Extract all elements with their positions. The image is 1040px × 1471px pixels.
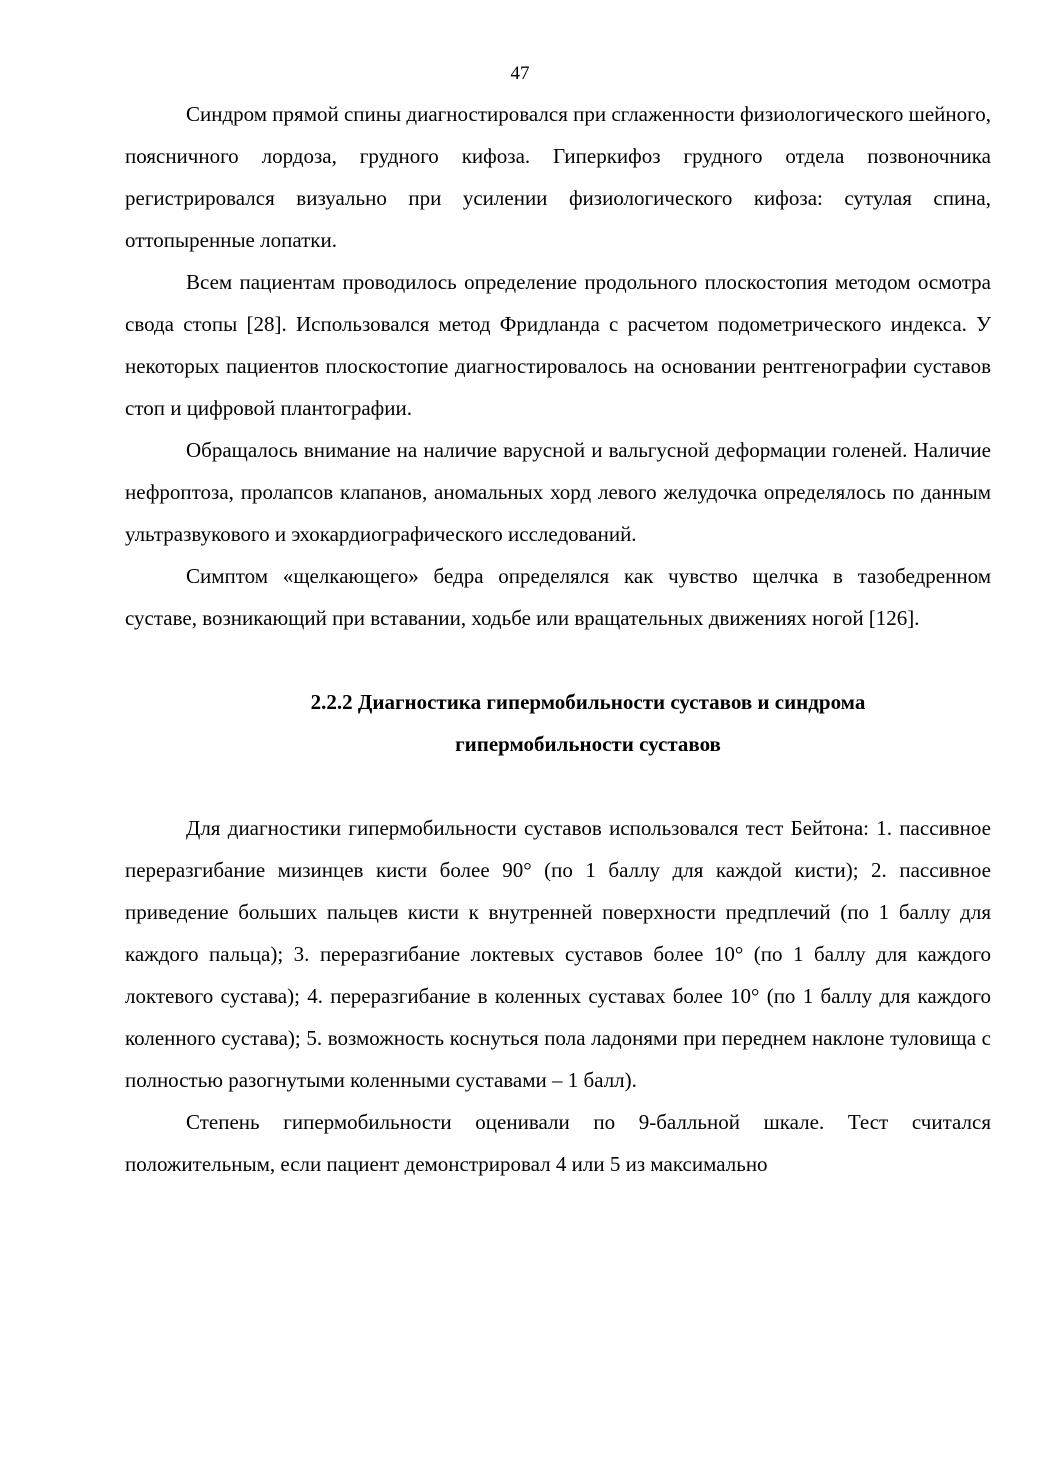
section-heading-line-2: гипермобильности суставов [455,732,721,756]
paragraph-snapping-hip: Симптом «щелкающего» бедра определялся как чувство щелчка в тазобедренном суставе, возникающий при вставании, ходьбе или вращательных движениях ногой [126]. [125,564,991,630]
paragraph-hypermobility-degree: Степень гипермобильности оценивали по 9-балльной шкале. Тест считался положительным, если пациент демонстрировал 4 или 5 из максимально [125,1110,991,1176]
section-heading-line-1: 2.2.2 Диагностика гипермобильности суставов и синдрома [310,690,866,714]
page-number: 47 [510,63,530,84]
paragraph-beighton-test: Для диагностики гипермобильности суставов использовался тест Бейтона: 1. пассивное переразгибание мизинцев кисти более 90° (по 1 баллу для каждой кисти); 2. пассивное приведение больших пальцев кисти к внутренней поверхности предплечий (по 1 баллу для каждого пальца); 3. переразгибание локтевых суставов более 10° (по 1 баллу для каждого локтевого сустава); 4. переразгибание в коленных суставах более 10° (по 1 баллу для каждого коленного сустава); 5. возможность коснуться пола ладонями при переднем наклоне туловища с полностью разогнутыми коленными суставами – 1 балл). [125,816,991,1092]
paragraph-flatfoot-diagnosis: Всем пациентам проводилось определение продольного плоскостопия методом осмотра свода стопы [28]. Использовался метод Фридланда с расчетом подометрического индекса. У некоторых пациентов плоскостопие диагностировалось на основании рентгенографии суставов стоп и цифровой плантографии. [125,270,991,420]
section-heading [125,639,991,807]
paragraph-straight-back-syndrome: Синдром прямой спины диагностировался при сглаженности физиологического шейного, поясничного лордоза, грудного кифоза. Гиперкифоз грудного отдела позвоночника регистрировался визуально при усилении физиологического кифоза: сутулая спина, оттопыренные лопатки. [125,102,991,252]
paragraph-leg-deformation: Обращалось внимание на наличие варусной и вальгусной деформации голеней. Наличие нефроптоза, пролапсов клапанов, аномальных хорд левого желудочка определялось по данным ультразвукового и эхокардиографического исследований. [125,438,991,546]
document-body [125,93,991,1185]
